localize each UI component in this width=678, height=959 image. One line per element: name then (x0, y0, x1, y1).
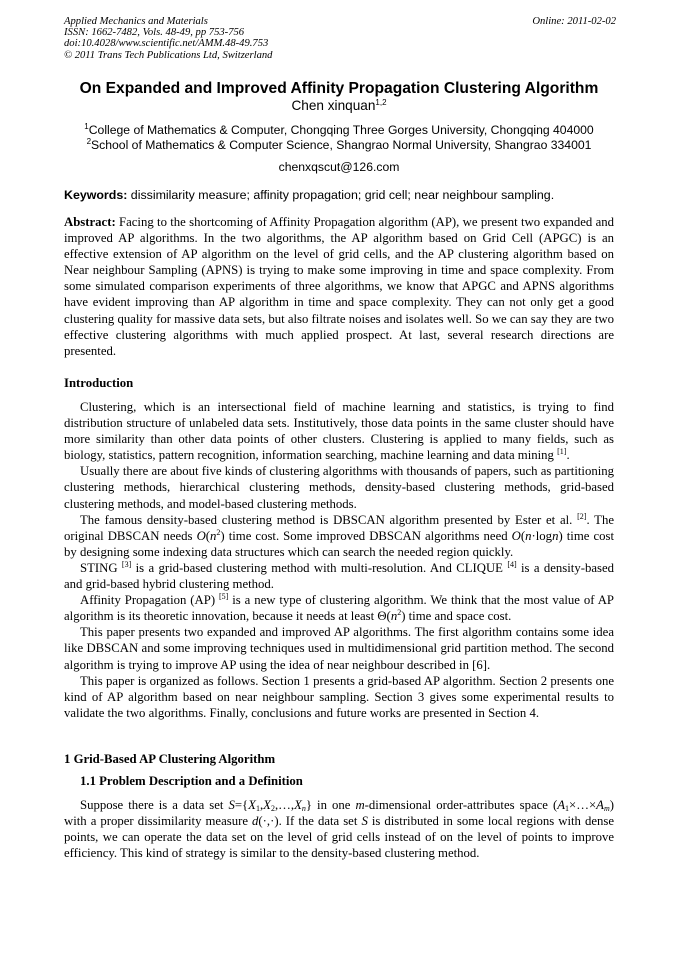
keywords-label: Keywords: (64, 188, 128, 202)
affiliation-1-number: 1 (84, 122, 89, 131)
intro-paragraph-4: STING [3] is a grid-based clustering method with multi-resolution. And CLIQUE [4] is a density-based and grid-based hybrid clustering method. (64, 559, 614, 592)
paper-title: On Expanded and Improved Affinity Propagation Clustering Algorithm (79, 80, 599, 97)
author-name: Chen xinquan (291, 98, 376, 113)
author-email: chenxqscut@126.com (278, 160, 400, 174)
intro-paragraph-3: The famous density-based clustering method is DBSCAN algorithm presented by Ester et al. [2]. The original DBSCAN needs $O(n^2)$ time cost. Some improved DBSCAN algorithms need O(n·logn) time cost by designing some indexing data structures which can search the needed region quickly. (64, 511, 614, 559)
journal-header (64, 16, 616, 61)
intro-paragraph-6: This paper presents two expanded and improved AP algorithms. The first algorithm contains some idea like DBSCAN and some improving techniques used in multidimensional grid partition method. The second algorithm is trying to improve AP using the idea of near neighbour described in [6]. (64, 625, 614, 672)
intro-paragraph-2: Usually there are about five kinds of clustering algorithms with thousands of papers, such as partitioning clustering methods, hierarchical clustering methods, density-based clustering methods, grid-based clustering methods, and model-based clustering methods. (64, 464, 614, 511)
citation: [3] (121, 559, 132, 569)
subsection-1-1-heading: 1.1 Problem Description and a Definition (80, 774, 303, 788)
intro-paragraph-5: Affinity Propagation (AP) [5] is a new type of clustering algorithm. We think that the most value of AP algorithm is its theoretic innovation, because it needs at least $\Theta(n^2)$ time and space cost. (64, 592, 614, 624)
journal-doi: doi:10.4028/www.scientific.net/AMM.48-49.753 (64, 38, 269, 50)
section-1-heading: 1 Grid-Based AP Clustering Algorithm (64, 752, 276, 766)
introduction-body (64, 399, 614, 721)
online-date: Online: 2011-02-02 (532, 16, 616, 27)
citation: [4] (507, 559, 517, 569)
author-line (40, 98, 638, 113)
citation: [1] (557, 447, 567, 457)
affiliation-1 (40, 123, 638, 137)
intro-paragraph-1: Clustering, which is an intersectional field of machine learning and statistics, is trying to find distribution structure of unlabeled data sets. Institutively, those data points in the same cluster should have more similarity than other data points of other clusters. Clustering is applied to many fields, such as biology, statistics, pattern recognition, information searching, machine learning and data mining [1]. (64, 400, 614, 463)
affiliation-2 (40, 138, 638, 152)
abstract (64, 214, 614, 359)
section-1-paragraph-1: Suppose there is a data set $S=\{X_1,X_2,\dots,X_n\}$ in one m-dimensional order-attributes space $(A_1\times\dots\times A_m)$ with a proper dissimilarity measure d(·,·). If the data set S is distributed in some local regions with dense points, we can operate the data set on the level of grid cells instead of on the level of points to improve efficiency. This kind of strategy is similar to the density-based clustering method. (64, 798, 614, 861)
affiliation-1-text: College of Mathematics & Computer, Chongqing Three Gorges University, Chongqing 404000 (88, 123, 594, 137)
citation: [5] (219, 592, 229, 602)
journal-copyright: © 2011 Trans Tech Publications Ltd, Switzerland (64, 49, 273, 61)
abstract-text: Facing to the shortcoming of Affinity Propagation algorithm (AP), we present two expanded and improved AP algorithms. In the two algorithms, the AP algorithm based on Grid Cell (APGC) is an effective extension of AP algorithm on the level of grid cells, and the AP clustering algorithm based on Near neighbour Sampling (APNS) is trying to make some improving in time and space complexity. From some simulated comparison experiments of three algorithms, we know that APGC and APNS algorithms have evident improving than AP algorithm in time and space complexity. They can not only get a good clustering quality for massive data sets, but also filtrate noises and isolates well. So we can say they are two effective clustering algorithms with much applied prospect. At last, several research directions are presented. (64, 215, 614, 358)
journal-name: Applied Mechanics and Materials (64, 16, 208, 27)
intro-paragraph-7: This paper is organized as follows. Section 1 presents a grid-based AP algorithm. Section 2 presents one kind of AP algorithm based on near neighbour sampling. Section 3 gives some experimental results to validate the two algorithms. Finally, conclusions and future works are presented in Section 4. (64, 673, 614, 720)
abstract-label: Abstract: (64, 215, 116, 229)
affiliation-2-text: School of Mathematics & Computer Science, Shangrao Normal University, Shangrao 334001 (91, 138, 592, 152)
affiliation-2-number: 2 (86, 137, 92, 146)
journal-issn: ISSN: 1662-7482, Vols. 48-49, pp 753-756 (64, 27, 245, 39)
introduction-heading: Introduction (64, 376, 134, 390)
section-1-body (64, 797, 614, 861)
author-affiliation-marks: 1,2 (375, 98, 387, 107)
keywords-text: dissimilarity measure; affinity propagation; grid cell; near neighbour sampling. (127, 188, 555, 202)
citation: [2] (577, 511, 587, 521)
keywords (64, 188, 624, 202)
